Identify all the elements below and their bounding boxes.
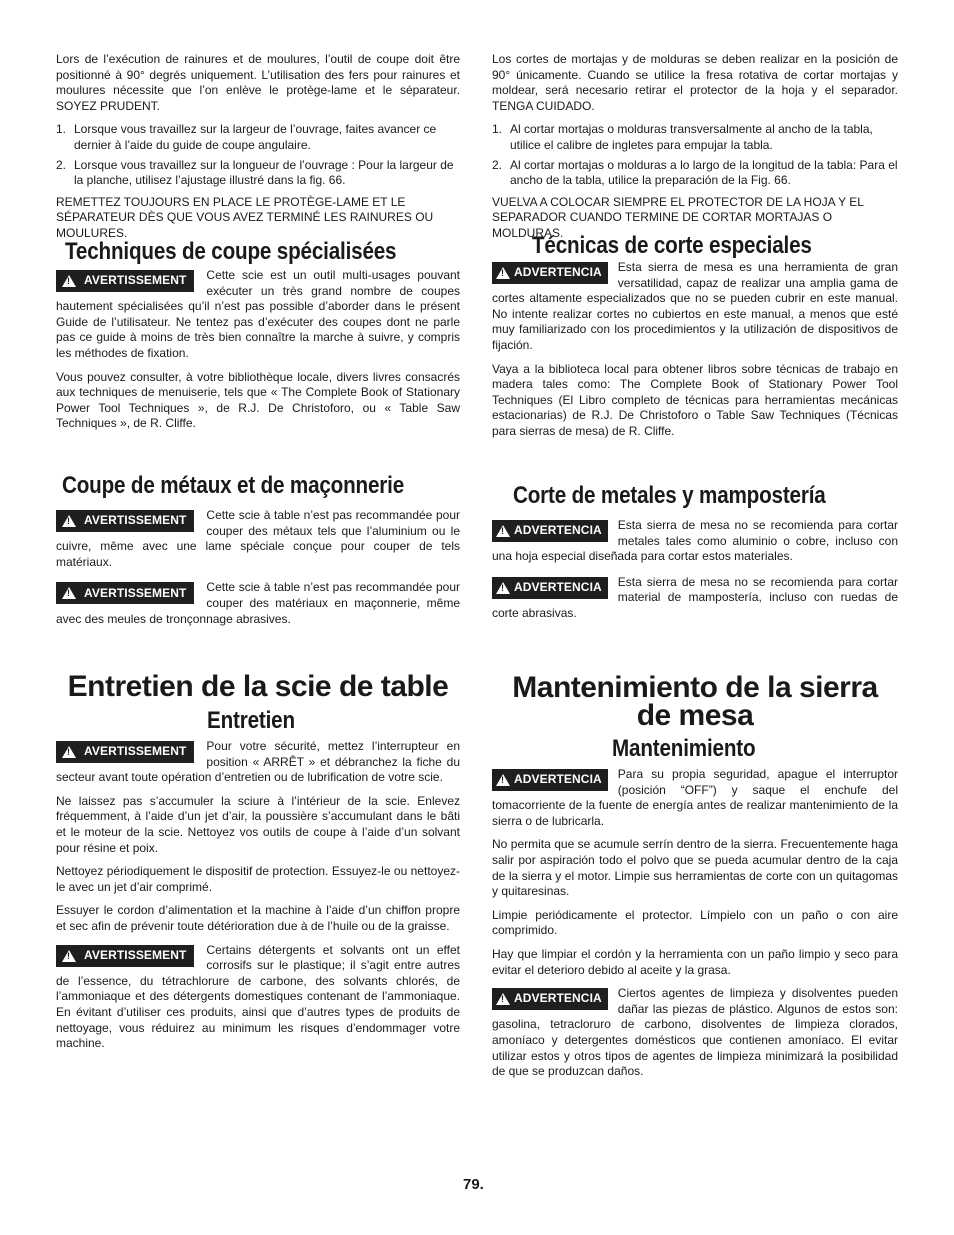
fr-maintenance-warning-2: Certains détergents et solvants ont un effet corrosifs sur le plastique; il s’agit entre autres de l’essence, du tétrachlorure de carbone, des solvants chlorés, de l’ammoniaque et des détergents domestiques contenant de l’ammoniaque. En évitant d’utiliser ces produits, ainsi que d’autres types de produits de nettoyage, vous réduirez au minimum les risques d’endommager votre machine. [56,942,460,1051]
es-maintenance-heading: Mantenimiento de la sierra de mesa [512,671,878,732]
fr-metal-warning-1: Cette scie à table n’est pas recommandée pour couper des métaux tels que l’aluminium ou le cuivre, même avec une lame spéciale conçue pour couper de tels matériaux. [56,508,460,569]
warning-badge: ! ADVERTENCIA [492,262,608,284]
list-item: 2. Lorsque vous travaillez sur la longueur de l’ouvrage : Pour la largeur de la planche, utilisez l’ajustage illustré dans la fig. 66. [56,157,454,188]
warning-badge: ! AVERTISSEMENT [56,945,194,967]
fr-intro-paragraph: Lors de l’exécution de rainures et de moulures, l’outil de coupe doit être positionné à 90° degrés uniquement. L’utilisation des fers pour rainures et moulures nécessite que l’on enlève le protège-lame et le séparateur. SOYEZ PRUDENT. [56,52,460,113]
warning-badge: ! AVERTISSEMENT [56,270,194,292]
fr-maintenance-section [56,672,460,1060]
es-intro-section [492,52,898,250]
warning-badge: ! ADVERTENCIA [492,520,608,542]
warning-triangle-icon [496,993,510,1005]
fr-steps-list [56,122,460,188]
es-special-section [492,232,898,448]
fr-maintenance-warning: Pour votre sécurité, mettez l’interrupteur en position « ARRÊT » et débranchez la fiche du secteur avant toute opération d’entretien ou de lubrification de votre scie. [56,739,460,785]
warning-triangle-icon [496,525,510,537]
warning-triangle-icon [62,275,76,287]
warning-triangle-icon [62,746,76,758]
es-maintenance-subheading: Mantenimiento [611,735,756,762]
warning-badge: ! AVERTISSEMENT [56,582,194,604]
es-replace-guard-notice: VUELVA A COLOCAR SIEMPRE EL PROTECTOR DE LA HOJA Y EL SEPARADOR CUANDO TERMINE DE CORTAR MORTAJAS O MOLDURAS. [492,194,864,240]
es-maintenance-paragraph-1: No permita que se acumule serrín dentro de la sierra. Frecuentemente haga salir por aspiración todo el polvo que se pueda acumular dentro de la caja de la sierra y el motor. Limpie sus herramientas de corte con un quitagomas y quitaresinas. [492,837,898,899]
warning-triangle-icon [496,774,510,786]
fr-special-warning-text: Cette scie est un outil multi-usages pouvant exécuter un très grand nombre de coupes hautement spécialisées qu’il n’est pas possible d’aborder dans le présent Guide de l’utilisateur. Ne tentez pas d’exécuter des coupes dont ne parle pas ce guide à moins de très bien connaître la marche à suivre, y compris les méthodes de fixation. [56,268,460,360]
warning-badge: ! AVERTISSEMENT [56,510,194,532]
fr-intro-section [56,52,460,250]
warning-badge: ! ADVERTENCIA [492,988,608,1010]
list-item: 2. Al cortar mortajas o molduras a lo largo de la longitud de la tabla: Para el ancho de la tabla, utilice la preparación de la Fig. 66. [492,157,898,188]
es-metal-title: Corte de metales y mampostería [513,482,826,509]
warning-badge: ! AVERTISSEMENT [56,741,194,763]
warning-badge: ! ADVERTENCIA [492,769,608,791]
warning-triangle-icon [496,267,510,279]
list-item: 1. Lorsque vous travaillez sur la largeur de l’ouvrage, faites avancer ce dernier à l’aide du guide de coupe angulaire. [56,122,437,152]
warning-badge: ! ADVERTENCIA [492,577,608,599]
es-special-title: Técnicas de corte especiales [532,232,813,259]
warning-triangle-icon [62,515,76,527]
warning-triangle-icon [62,587,76,599]
es-maintenance-paragraph-2: Limpie periódicamente el protector. Límpielo con un paño o con aire comprimido. [492,907,898,938]
es-maintenance-paragraph-3: Hay que limpiar el cordón y la herramienta con un paño limpio y seco para evitar el deterioro debido al aceite y la grasa. [492,946,898,977]
es-maintenance-warning-2: Ciertos agentes de limpieza y disolventes pueden dañar las piezas de plástico. Algunos de estos son: gasolina, tetracloruro de carbono, disolventes de limpieza clorados, amoníaco y detergentes domésticos que contienen amoníaco. El evitar utilizar estos y otros tipos de agentes de limpieza minimizará la posibilidad de que se produzcan daños. [492,986,898,1079]
fr-metal-warning-2: Cette scie à table n’est pas recommandée pour couper des matériaux en maçonnerie, même avec des meules de tronçonnage abrasives. [56,580,460,626]
fr-special-section [56,238,460,440]
page-number: 79. [463,1176,484,1193]
fr-metal-section [56,472,460,635]
es-intro-paragraph: Los cortes de mortajas y de molduras se deben realizar en la posición de 90° únicamente. Cuando se utilice la fresa rotativa de cortar mortajas y moldear, será necesario retirar el protector de la hoja y el separador. TENGA CUIDADO. [492,52,898,113]
fr-special-title: Techniques de coupe spécialisées [65,238,397,265]
fr-maintenance-paragraph-1: Ne laissez pas s’accumuler la sciure à l’intérieur de la scie. Enlevez fréquemment, à l’aide d’un jet d’air, la poussière s’accumulant dans le bâti et le moteur de la scie. Nettoyez vos outils de coupe à l’aide d’un solvant pour résine et poix. [56,793,460,855]
es-metal-warning-2: Esta sierra de mesa no se recomienda para cortar material de mampostería, incluso con ruedas de corte abrasivas. [492,574,898,620]
es-metal-section [492,482,898,630]
es-steps-list [492,122,898,188]
es-special-library-text: Vaya a la biblioteca local para obtener libros sobre técnicas de trabajo en madera tales como: The Complete Book of Stationary Power Tool Techniques (El Libro completo de técnicas para herramientas mecánicas estacionarias) de R.J. De Christoforo o Table Saw Techniques (Técnicas para sierras de mesa) de R. Cliffe. [492,361,898,438]
es-metal-warning-1: Esta sierra de mesa no se recomienda para cortar metales tales como aluminio o cobre, incluso con una hoja especial diseñada para cortar estos materiales. [492,518,898,564]
fr-maintenance-subheading: Entretien [206,707,295,734]
list-item: 1. Al cortar mortajas o molduras transversalmente al ancho de la tabla, utilice el calibre de ingletes para empujar la tabla. [492,122,873,152]
fr-maintenance-paragraph-2: Nettoyez périodiquement le dispositif de protection. Essuyez-le ou nettoyez-le avec un jet d’air comprimé. [56,864,460,894]
fr-maintenance-heading: Entretien de la scie de table [67,670,449,703]
warning-triangle-icon [62,950,76,962]
fr-metal-title: Coupe de métaux et de maçonnerie [62,472,405,499]
fr-replace-guard-notice: REMETTEZ TOUJOURS EN PLACE LE PROTÈGE-LAME ET LE SÉPARATEUR DÈS QUE VOUS AVEZ TERMINÉ LES RAINURES OU MOULURES. [56,194,434,240]
es-special-warning-text: Esta sierra de mesa es una herramienta de gran versatilidad, capaz de realizar una amplia gama de cortes altamente especializados que no se pueden cubrir en este manual. No intente realizar cortes no cubiertos en este manual, a menos que esté muy familiarizado con los procedimientos y la utilización de dispositivos de fijación. [492,260,898,352]
es-maintenance-warning: Para su propia seguridad, apague el interruptor (posición “OFF”) y saque el enchufe del tomacorriente de la fuente de energía antes de realizar mantenimiento de la sierra o de lubricarla. [492,767,898,828]
warning-triangle-icon [496,582,510,594]
fr-maintenance-paragraph-3: Essuyer le cordon d’alimentation et la machine à l’aide d’un chiffon propre et sec afin de prévenir toute détérioration due à de l’huile ou de la graisse. [56,903,460,933]
fr-special-library-text: Vous pouvez consulter, à votre bibliothèque locale, divers livres consacrés aux techniques de menuiserie, tels que « The Complete Book of Stationary Power Tool Techniques », de R.J. De Christoforo, ou « Table Saw Techniques », de R. Cliffe. [56,369,460,431]
es-maintenance-section [492,671,898,1088]
